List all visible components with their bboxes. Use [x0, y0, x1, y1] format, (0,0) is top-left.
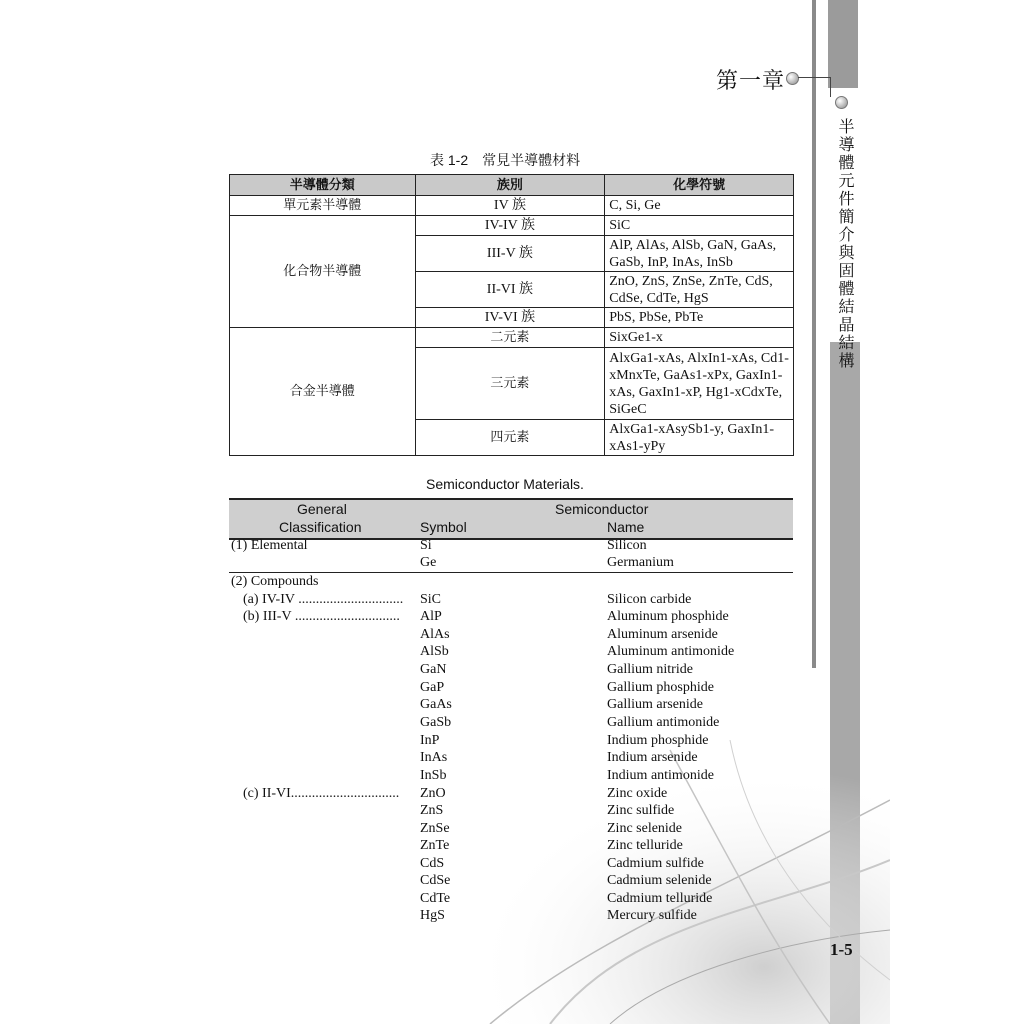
name-cell: Cadmium selenide: [607, 873, 712, 888]
symbol-text: AlP, AlAs, AlSb, GaN, GaAs, GaSb, InP, InAs, InSb: [609, 237, 777, 270]
name-cell: Silicon carbide: [607, 592, 692, 607]
group-cell: IV-IV 族: [415, 216, 605, 236]
name-cell: Silicon: [607, 538, 647, 553]
connector-line: [798, 77, 830, 78]
name-cell: Indium phosphide: [607, 733, 709, 748]
group-cell: 四元素: [415, 420, 605, 456]
symbol-cell: ZnTe: [420, 838, 450, 853]
materials-caption: Semiconductor Materials.: [426, 476, 584, 492]
table-row: [229, 574, 793, 591]
table-row: [229, 873, 793, 890]
chapter-bullet-icon: [786, 72, 799, 85]
symbol-cell: InSb: [420, 768, 447, 783]
table-row: [229, 592, 793, 609]
side-chapter-title: 半導體元件簡介與固體結晶結構: [836, 118, 855, 370]
table-row: [229, 627, 793, 644]
chapter-tab-top: [828, 0, 858, 88]
category-alloy: 合金半導體: [230, 328, 416, 456]
name-cell: Zinc sulfide: [607, 803, 675, 818]
table-row: [229, 662, 793, 679]
name-cell: Aluminum arsenide: [607, 627, 718, 642]
table-row: [229, 750, 793, 767]
table-row: [229, 538, 793, 555]
symbol-cell: SiC: [420, 592, 442, 607]
symbol-cell: Ge: [420, 555, 437, 570]
name-cell: Zinc selenide: [607, 821, 683, 836]
symbol-cell: C, Si, Ge: [605, 196, 794, 216]
header-classification: 半導體分類: [230, 175, 416, 196]
name-cell: Gallium nitride: [607, 662, 693, 677]
table-row: [229, 733, 793, 750]
table-row: [230, 216, 794, 236]
group-cell: IV 族: [415, 196, 605, 216]
symbol-cell: InP: [420, 733, 440, 748]
table-caption: 表 1-2 常見半導體材料: [430, 152, 581, 168]
table-row: [230, 196, 794, 216]
symbol-cell: ZnO: [420, 786, 446, 801]
symbol-cell: ZnSe: [420, 821, 450, 836]
symbol-cell: PbS, PbSe, PbTe: [605, 308, 794, 328]
header-classification: Classification: [279, 519, 362, 535]
group-cell: 三元素: [415, 348, 605, 420]
symbol-cell: CdS: [420, 856, 445, 871]
group-cell: IV-VI 族: [415, 308, 605, 328]
name-cell: Mercury sulfide: [607, 908, 697, 923]
symbol-cell: CdSe: [420, 873, 451, 888]
category-elemental: 單元素半導體: [230, 196, 416, 216]
name-cell: Zinc oxide: [607, 786, 668, 801]
table-row: [229, 697, 793, 714]
symbol-cell: AlxGa1-xAs, AlxIn1-xAs, Cd1-xMnxTe, GaAs1-xPx, GaxIn1-xAs, GaxIn1-xP, Hg1-xCdxTe, SiGeC: [605, 348, 794, 420]
name-cell: Aluminum phosphide: [607, 609, 729, 624]
table-header-row: [230, 175, 794, 196]
chapter-title: 第一章: [716, 68, 786, 93]
symbol-cell: SiC: [605, 216, 794, 236]
semiconductor-table: [229, 174, 794, 456]
group-cell: 二元素: [415, 328, 605, 348]
table-row: [229, 609, 793, 626]
table-row: [229, 908, 793, 925]
header-group: 族別: [415, 175, 605, 196]
symbol-cell: GaAs: [420, 697, 452, 712]
table-row: [229, 644, 793, 661]
symbol-cell: Si: [420, 538, 432, 553]
table-row: [229, 555, 793, 572]
classification-cell: (2) Compounds: [231, 574, 319, 589]
symbol-cell: AlxGa1-xAsySb1-y, GaxIn1-xAs1-yPy: [605, 420, 794, 456]
symbol-cell: AlP: [420, 609, 442, 624]
name-cell: Gallium antimonide: [607, 715, 720, 730]
symbol-text: ZnO, ZnS, ZnSe, ZnTe, CdS, CdSe, CdTe, HgS: [609, 273, 773, 306]
name-cell: Germanium: [607, 555, 674, 570]
symbol-cell: ZnS: [420, 803, 444, 818]
name-cell: Gallium arsenide: [607, 697, 704, 712]
category-compound: 化合物半導體: [230, 216, 416, 328]
table-row: [230, 328, 794, 348]
name-cell: Cadmium telluride: [607, 891, 713, 906]
symbol-cell: InAs: [420, 750, 448, 765]
table-row: [229, 856, 793, 873]
symbol-cell: [605, 272, 794, 308]
materials-header: [229, 498, 793, 540]
symbol-cell: AlSb: [420, 644, 449, 659]
symbol-cell: SixGe1-x: [605, 328, 794, 348]
connector-line-vertical: [830, 77, 831, 97]
table-row: [229, 715, 793, 732]
symbol-cell: CdTe: [420, 891, 451, 906]
classification-cell: (1) Elemental: [231, 538, 308, 553]
table-row: [229, 803, 793, 820]
name-cell: Zinc telluride: [607, 838, 683, 853]
name-cell: Indium arsenide: [607, 750, 698, 765]
header-semiconductor: Semiconductor: [555, 501, 649, 517]
table-row: [229, 838, 793, 855]
page-number: 1-5: [830, 940, 853, 959]
margin-rule: [812, 0, 816, 668]
header-symbol: 化學符號: [605, 175, 794, 196]
name-cell: Gallium phosphide: [607, 680, 714, 695]
section-divider: [229, 572, 793, 573]
classification-cell: (c) II-VI...............................: [243, 786, 400, 801]
classification-cell: (b) III-V ..............................: [243, 609, 400, 624]
table-row: [229, 891, 793, 908]
side-bullet-icon: [835, 96, 848, 109]
header-symbol: Symbol: [420, 519, 467, 535]
symbol-cell: GaP: [420, 680, 445, 695]
table-row: [229, 821, 793, 838]
group-cell: III-V 族: [415, 236, 605, 272]
table-row: [229, 768, 793, 785]
symbol-cell: AlAs: [420, 627, 450, 642]
table-row: [229, 786, 793, 803]
table-row: [229, 680, 793, 697]
name-cell: Indium antimonide: [607, 768, 714, 783]
group-cell: II-VI 族: [415, 272, 605, 308]
symbol-cell: HgS: [420, 908, 445, 923]
symbol-cell: GaN: [420, 662, 447, 677]
name-cell: Aluminum antimonide: [607, 644, 735, 659]
header-general: General: [297, 501, 347, 517]
symbol-cell: [605, 236, 794, 272]
name-cell: Cadmium sulfide: [607, 856, 704, 871]
symbol-cell: GaSb: [420, 715, 452, 730]
classification-cell: (a) IV-IV ..............................: [243, 592, 404, 607]
header-name: Name: [607, 519, 645, 535]
